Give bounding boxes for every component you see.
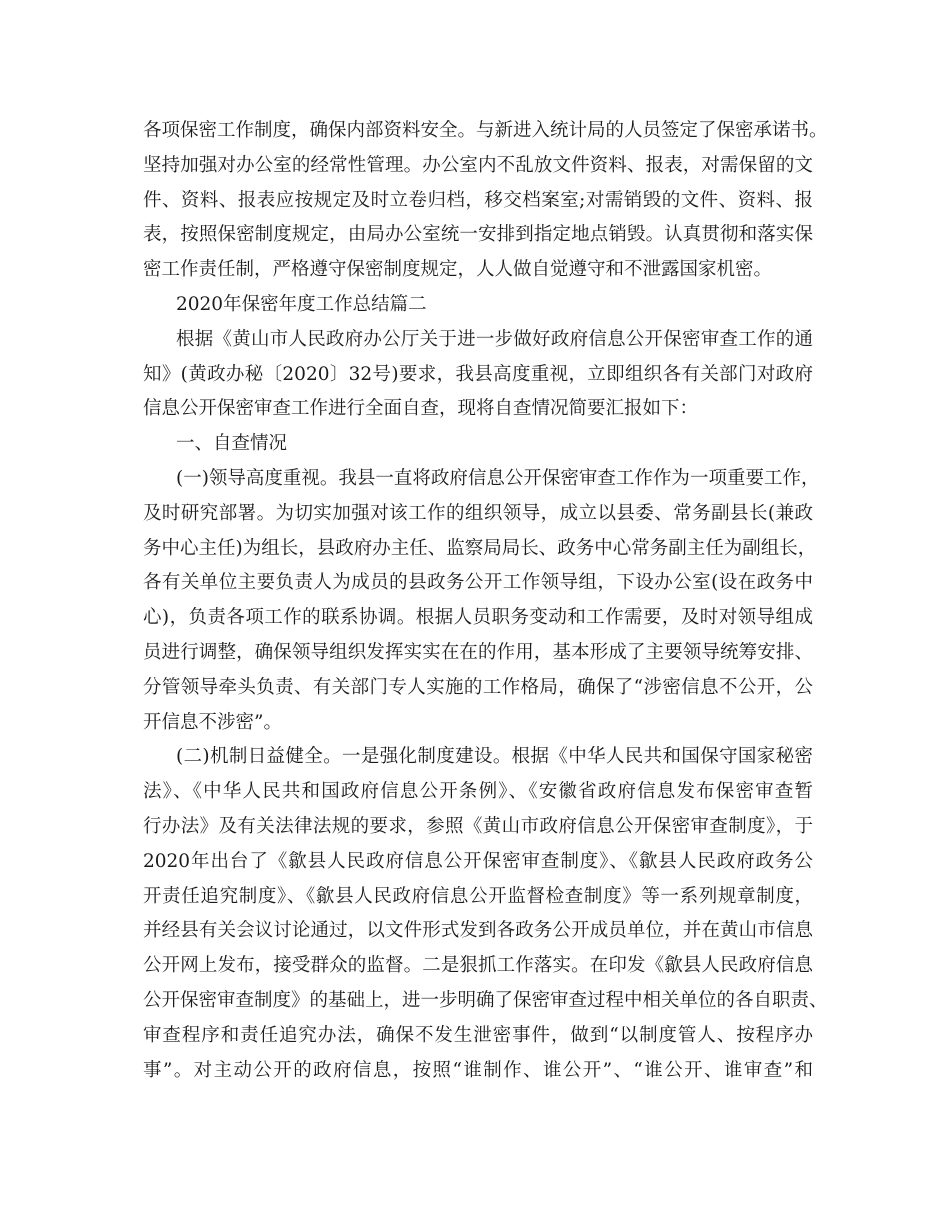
text-line: 公开网上发布，接受群众的监督。二是狠抓工作落实。在印发《歙县人民政府信息 [143,955,813,977]
text-line: 行办法》及有关法律法规的要求，参照《黄山市政府信息公开保密审查制度》，于 [143,815,813,837]
text-line: 坚持加强对办公室的经常性管理。办公室内不乱放文件资料、报表，对需保留的文 [143,154,813,176]
text-line: 法》、《中华人民共和国政府信息公开条例》、《安徽省政府信息发布保密审查暂 [143,781,813,803]
text-line: 员进行调整，确保领导组织发挥实实在在的作用，基本形成了主要领导统筹安排、 [143,641,813,663]
text-line: 开责任追究制度》、《歙县人民政府信息公开监督检查制度》等一系列规章制度， [143,885,813,907]
text-line: 事”。对主动公开的政府信息，按照“谁制作、谁公开”、“谁公开、谁审查”和 [143,1059,813,1081]
text-line: 各项保密工作制度，确保内部资料安全。与新进入统计局的人员签定了保密承诺书。 [143,120,828,141]
text-line: 信息公开保密审查工作进行全面自查，现将自查情况简要汇报如下： [143,398,699,420]
text-line: 知》(黄政办秘〔2020〕32号)要求，我县高度重视，立即组织各有关部门对政府 [143,363,813,385]
text-line: 并经县有关会议讨论通过，以文件形式发到各政务公开成员单位，并在黄山市信息 [143,920,813,942]
text-line: 务中心主任)为组长，县政府办主任、监察局局长、政务中心常务副主任为副组长， [143,537,817,559]
text-line: 及时研究部署。为切实加强对该工作的组织领导，成立以县委、常务副县长(兼政 [143,502,813,524]
text-line: 2020年保密年度工作总结篇二 [176,293,427,315]
text-line: 各有关单位主要负责人为成员的县政务公开工作领导组，下设办公室(设在政务中 [143,572,813,594]
text-line: 开信息不涉密”。 [143,711,282,733]
text-line: 公开保密审查制度》的基础上，进一步明确了保密审查过程中相关单位的各自职责、 [143,989,828,1011]
text-line: 心)，负责各项工作的联系协调。根据人员职务变动和工作需要，及时对领导组成 [143,607,813,629]
text-line: 根据《黄山市人民政府办公厅关于进一步做好政府信息公开保密审查工作的通 [176,328,813,350]
text-line: 分管领导牵头负责、有关部门专人实施的工作格局，确保了“涉密信息不公开，公 [143,676,813,698]
text-line: 件、资料、报表应按规定及时立卷归档，移交档案室;对需销毁的文件、资料、报 [143,189,813,211]
document-body [143,114,828,1088]
text-line: (一)领导高度重视。我县一直将政府信息公开保密审查工作作为一项重要工作， [176,467,820,489]
text-line: 2020年出台了《歙县人民政府信息公开保密审查制度》、《歙县人民政府政务公 [143,850,813,872]
text-line: 审查程序和责任追究办法，确保不发生泄密事件，做到“以制度管人、按程序办 [143,1024,813,1046]
text-line: (二)机制日益健全。一是强化制度建设。根据《中华人民共和国保守国家秘密 [176,746,813,768]
text-line: 密工作责任制，严格遵守保密制度规定，人人做自觉遵守和不泄露国家机密。 [143,259,773,281]
text-line: 表，按照保密制度规定，由局办公室统一安排到指定地点销毁。认真贯彻和落实保 [143,224,813,246]
text-line: 一、自查情况 [176,433,288,455]
